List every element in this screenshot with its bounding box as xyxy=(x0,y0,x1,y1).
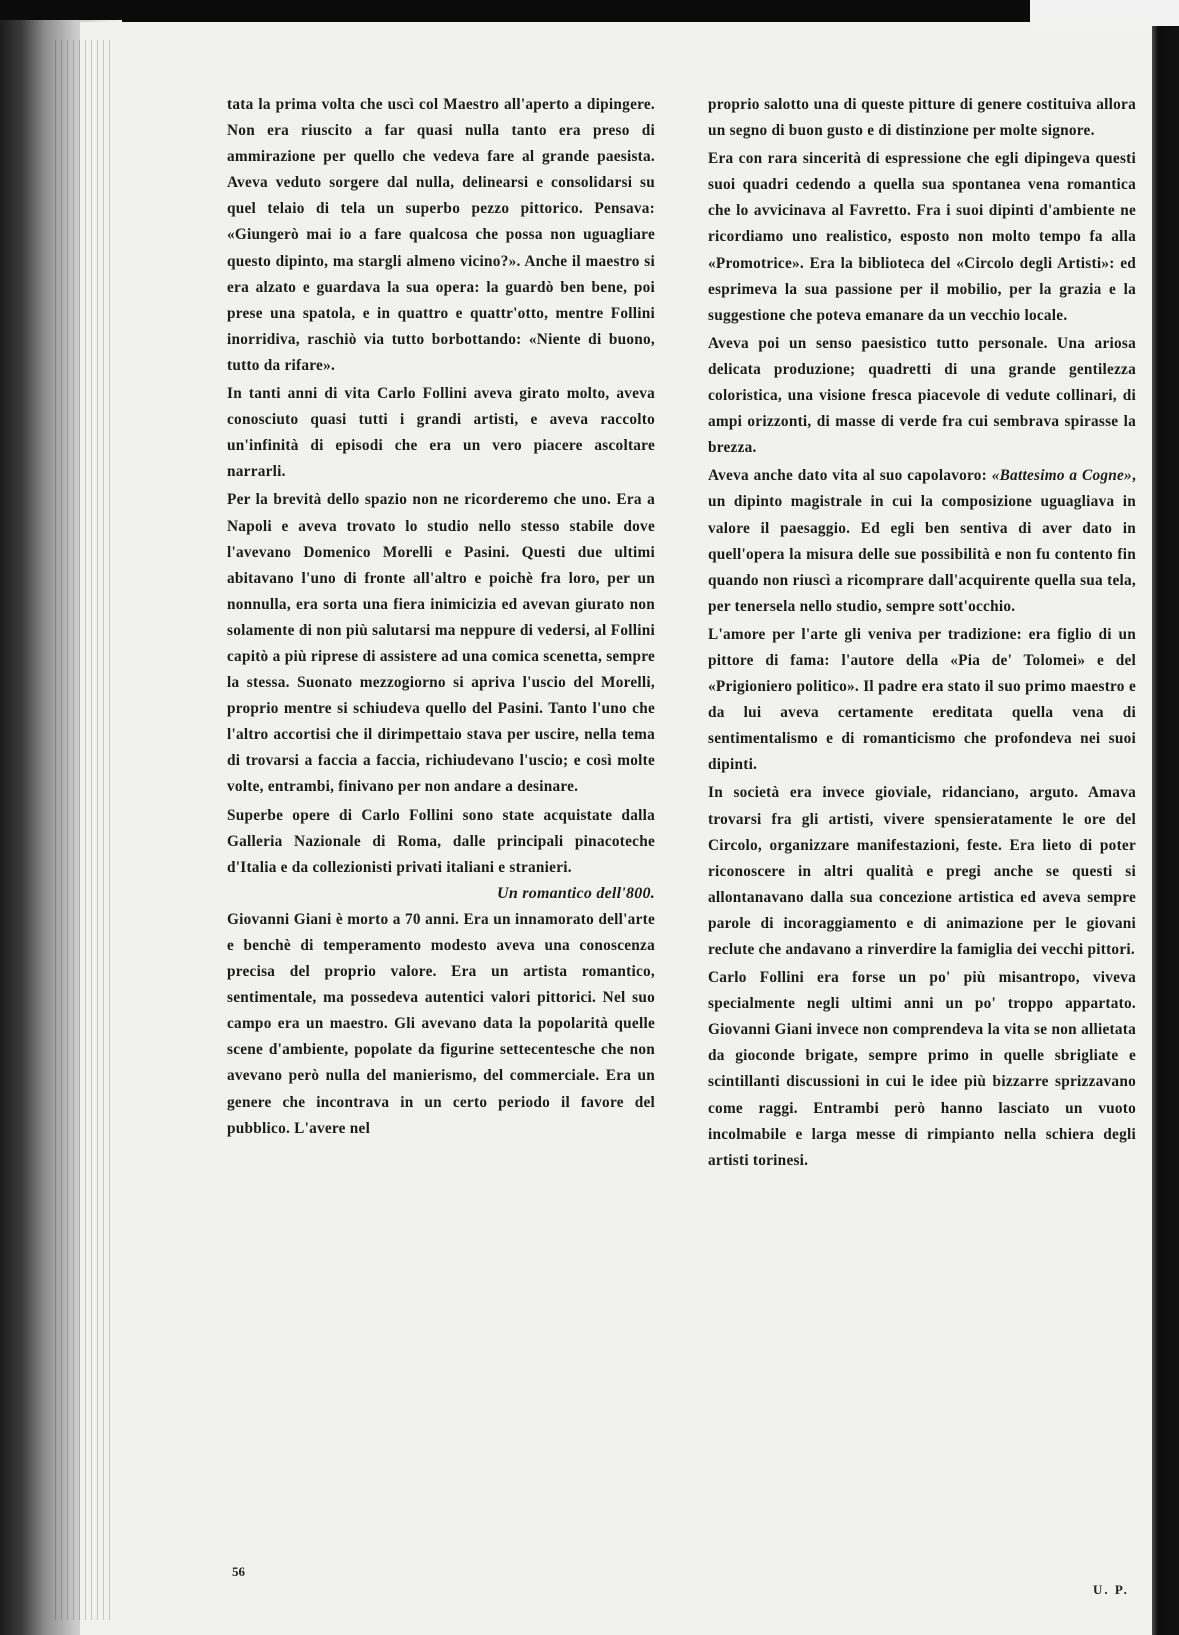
paragraph: In società era invece gioviale, ridanciano, arguto. Amava trovarsi fra gli artisti, vivere spensieratamente le ore del Circolo, organizzare manifestazioni, feste. Era lieto di poter riconoscere in altri qualità e pregi anche se questi si allontanavano dalla sua concezione artistica ed aveva sempre parole di incoraggiamento e di animazione per le giovani reclute che andavano a rinverdire la famiglia dei vecchi pittori. xyxy=(708,784,1136,958)
scan-corner-patch xyxy=(1030,0,1179,26)
paragraph-text: Aveva anche dato vita al suo capolavoro: xyxy=(708,467,992,485)
section-heading: Un romantico dell'800. xyxy=(497,884,655,902)
paragraph: tata la prima volta che uscì col Maestro all'aperto a dipingere. Non era riuscito a far quasi nulla tanto era preso di ammirazione per quello che vedeva fare al grande paesista. Aveva veduto sorgere dal nulla, delinearsi e consolidarsi su quel telaio di tela un superbo pezzo pittorico. Pensava: «Giungerò mai io a fare qualcosa che possa non uguagliare questo dipinto, ma stargli almeno vicino?». Anche il maestro si era alzato e guardava la sua opera: la guardò ben bene, poi prese una spatola, e in quattro e quattr'otto, mentre Follini inorridiva, raschiò via tutto borbottando: «Niente di buono, tutto da rifare». xyxy=(227,96,655,374)
page-number: 56 xyxy=(232,1564,245,1579)
paragraph: Per la brevità dello spazio non ne ricorderemo che uno. Era a Napoli e aveva trovato lo studio nello stesso stabile dove l'avevano Domenico Morelli e Pasini. Questi due ultimi abitavano l'uno di fronte all'altro e poichè fra loro, per un nonnulla, era sorta una fiera inimicizia ed avevan giurato non solamente di non più salutarsi ma neppure di vedersi, al Follini capitò a più riprese di assistere ad una comica scenetta, sempre la stessa. Suonato mezzogiorno si apriva l'uscio del Morelli, proprio mentre si schiudeva quello del Pasini. Tanto l'uno che l'altro accortisi che il dirimpettaio stava per uscire, nella tema di trovarsi a faccia a faccia, richiudevano l'uscio; e così molte volte, entrambi, finivano per non andare a desinare. xyxy=(227,491,655,796)
scan-right-border xyxy=(1152,22,1179,1635)
author-signature: U. P. xyxy=(1093,1582,1129,1597)
paragraph: proprio salotto una di queste pitture di genere costituiva allora un segno di buon gusto e di distinzione per molte signore. xyxy=(708,96,1136,140)
paragraph: In tanti anni di vita Carlo Follini aveva girato molto, aveva conosciuto quasi tutti i grandi artisti, e aveva raccolto un'infinità di episodi che era un vero piacere ascoltare narrarli. xyxy=(227,385,655,481)
artwork-title: «Battesimo a Cogne» xyxy=(991,467,1132,485)
left-column xyxy=(227,92,655,1142)
paragraph-text: , un dipinto magistrale in cui la composizione uguagliava in valore il paesaggio. Ed egli ben sentiva di aver dato in quell'opera la misura delle sue possibilità e non fu contento fin quando non riuscì a ricomprare dall'acquirente quella sua tela, per tenersela nello studio, sempre sott'occhio. xyxy=(708,467,1137,615)
paragraph: Era con rara sincerità di espressione che egli dipingeva questi suoi quadri cedendo a quella sua spontanea vena romantica che lo avvicinava al Favretto. Fra i suoi dipinti d'ambiente ne ricordiamo uno realistico, esposto non molto tempo fa alla «Promotrice». Era la biblioteca del «Circolo degli Artisti»: ed esprimeva la sua passione per il mobilio, per la grazia e la suggestione che poteva emanare da un vecchio locale. xyxy=(708,150,1136,324)
paragraph: Aveva poi un senso paesistico tutto personale. Una ariosa delicata produzione; quadretti di una grande gentilezza coloristica, una visione fresca piacevole di vedute collinari, di ampi orizzonti, di masse di verde fra cui sembrava spirasse la brezza. xyxy=(708,334,1136,457)
paragraph: Giovanni Giani è morto a 70 anni. Era un innamorato dell'arte e benchè di temperamento modesto aveva una conoscenza precisa del proprio valore. Era un artista romantico, sentimentale, ma possedeva autentici valori pittorici. Nel suo campo era un maestro. Gli avevano data la popolarità quelle scene d'ambiente, popolate da figurine settecentesche che non avevano però nulla del manierismo, del commerciale. Era un genere che incontrava in un certo periodo il favore del pubblico. L'avere nel xyxy=(227,910,655,1137)
scan-top-border xyxy=(0,0,1179,22)
page-stack-edges xyxy=(55,40,115,1620)
paragraph xyxy=(708,463,1136,620)
right-column xyxy=(708,92,1136,1174)
paragraph: Superbe opere di Carlo Follini sono state acquistate dalla Galleria Nazionale di Roma, dalle principali pinacoteche d'Italia e da collezionisti privati italiani e stranieri. xyxy=(227,806,655,876)
paragraph: L'amore per l'arte gli veniva per tradizione: era figlio di un pittore di fama: l'autore della «Pia de' Tolomei» e del «Prigioniero politico». Il padre era stato il suo primo maestro e da lui aveva certamente ereditata quella vena di sentimentalismo e di romanticismo che profondeva nei suoi dipinti. xyxy=(708,625,1136,774)
paragraph: Carlo Follini era forse un po' più misantropo, viveva specialmente negli ultimi anni un po' troppo appartato. Giovanni Giani invece non comprendeva la vita se non allietata da gioconde brigate, sempre primo in quelle sbrigliate e scintillanti discussioni in cui le idee più bizzarre sprizzavano come raggi. Entrambi però hanno lasciato un vuoto incolmabile e larga messe di rimpianto nella schiera degli artisti torinesi. xyxy=(708,969,1136,1169)
